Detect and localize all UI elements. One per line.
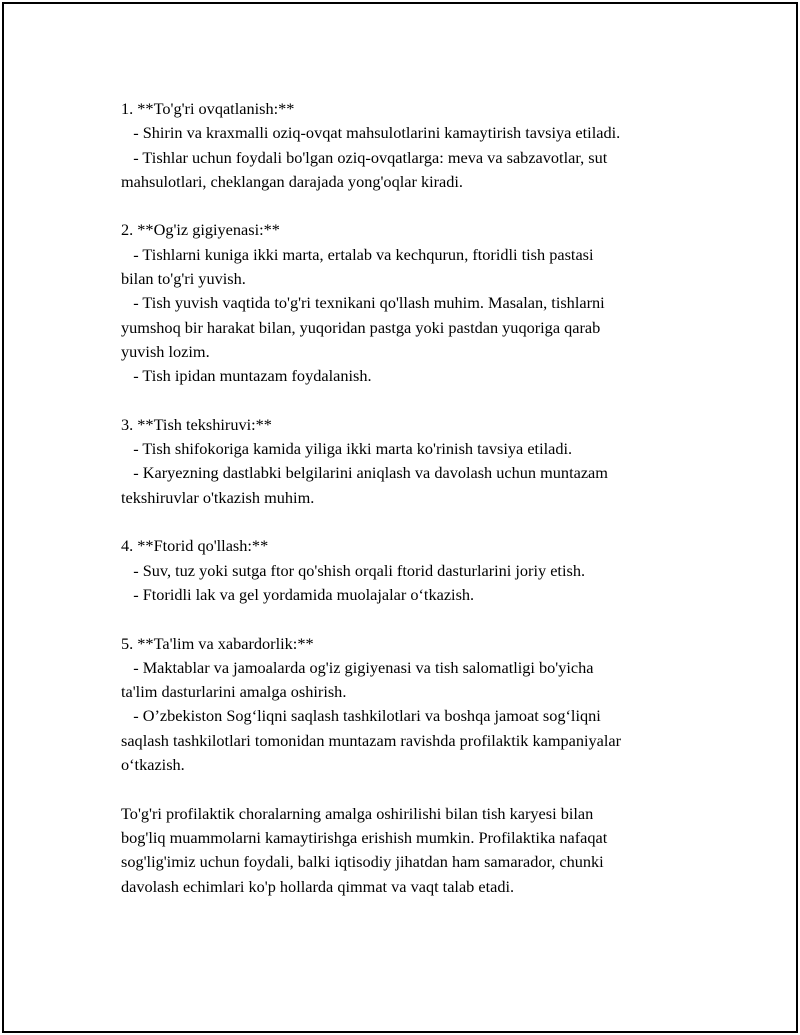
- section-heading: 1. **To'g'ri ovqatlanish:**: [121, 99, 295, 118]
- bullet-item: - Shirin va kraxmalli oziq-ovqat mahsulotlarini kamaytirish tavsiya etiladi.: [121, 123, 621, 143]
- document-body: [121, 97, 721, 899]
- bullet-item: - Karyezning dastlabki belgilarini aniqlash va davolash uchun muntazam tekshiruvlar o'tkazish muhim.: [121, 463, 608, 507]
- section-fluoride: [121, 534, 721, 607]
- section-nutrition: [121, 97, 721, 194]
- conclusion-paragraph: To'g'ri profilaktik choralarning amalga oshirilishi bilan tish karyesi bilan bog'liq muammolarni kamaytirishga erishish mumkin. Profilaktika nafaqat sog'lig'imiz uchun foydali, balki iqtisodiy jihatdan ham samarador, chunki davolash echimlari ko'p hollarda qimmat va vaqt talab etadi.: [121, 803, 608, 896]
- bullet-item: - Tishlar uchun foydali bo'lgan oziq-ovqatlarga: meva va sabzavotlar, sut mahsulotlari, cheklangan darajada yong'oqlar kiradi.: [121, 147, 608, 191]
- bullet-item: - Tishlarni kuniga ikki marta, ertalab va kechqurun, ftoridli tish pastasi bilan to'g'ri yuvish.: [121, 244, 594, 289]
- bullet-item: - Maktablar va jamoalarda og'iz gigiyenasi va tish salomatligi bo'yicha ta'lim dasturlarini amalga oshirish.: [121, 657, 594, 702]
- bullet-item: - Suv, tuz yoki sutga ftor qo'shish orqali ftorid dasturlarini joriy etish.: [121, 560, 586, 580]
- section-heading: 5. **Ta'lim va xabardorlik:**: [121, 633, 314, 653]
- bullet-item: - Tish yuvish vaqtida to'g'ri texnikani qo'llash muhim. Masalan, tishlarni yumshoq bir harakat bilan, yuqoridan pastga yoki pastdan yuqoriga qarab yuvish lozim.: [121, 293, 605, 361]
- bullet-item: - Tish ipidan muntazam foydalanish.: [121, 366, 372, 386]
- page-frame: [2, 2, 798, 1033]
- bullet-item: - O’zbekiston Sog‘liqni saqlash tashkilotlari va boshqa jamoat sog‘liqni saqlash tashkilotlari tomonidan muntazam ravishda profilaktik kampaniyalar o‘tkazish.: [121, 706, 622, 775]
- bullet-item: - Tish shifokoriga kamida yiliga ikki marta ko'rinish tavsiya etiladi.: [121, 439, 573, 459]
- bullet-item: - Ftoridli lak va gel yordamida muolajalar o‘tkazish.: [121, 584, 475, 604]
- section-dental-checkup: [121, 413, 721, 510]
- section-heading: 3. **Tish tekshiruvi:**: [121, 414, 272, 434]
- section-education: [121, 632, 721, 778]
- section-heading: 2. **Og'iz gigiyenasi:**: [121, 220, 280, 240]
- section-heading: 4. **Ftorid qo'llash:**: [121, 536, 269, 556]
- section-oral-hygiene: [121, 218, 721, 388]
